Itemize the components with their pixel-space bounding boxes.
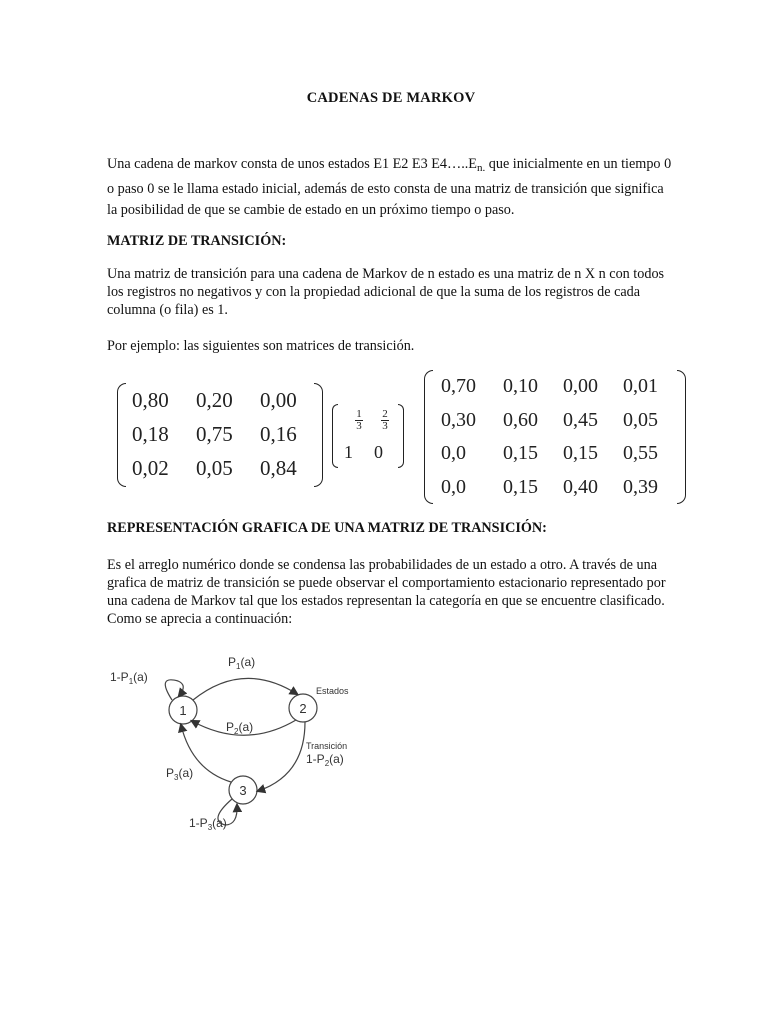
intro-text-a: Una cadena de markov consta de unos estados E1 E2 E3 E4…..E bbox=[107, 156, 477, 172]
label-p1: $P_1(a)$ bbox=[228, 655, 256, 671]
matrix-cell: 0,20 bbox=[196, 387, 233, 412]
matrix-3x3 bbox=[117, 383, 323, 487]
section-heading-representacion: REPRESENTACIÓN GRAFICA DE UNA MATRIZ DE TRANSICIÓN: bbox=[107, 520, 547, 536]
matrix-right-bracket bbox=[398, 404, 404, 468]
matrix-cell: 0,70 bbox=[441, 375, 476, 398]
matrix-cell: 0,16 bbox=[260, 421, 297, 446]
label-loop1: $1-P_1(a)$ bbox=[110, 670, 148, 686]
matrix-cell: 1 bbox=[344, 441, 353, 462]
intro-subscript: n. bbox=[476, 162, 486, 174]
matrix-cell: 0,05 bbox=[196, 455, 233, 480]
matrix-cell: 0,45 bbox=[563, 408, 598, 431]
matrix-cell: 0,15 bbox=[563, 442, 598, 465]
label-p3: $P_3(a)$ bbox=[166, 766, 194, 782]
label-transicion: Transición bbox=[306, 741, 348, 751]
matrix-cell: 0,01 bbox=[623, 375, 658, 398]
markov-state-diagram bbox=[100, 645, 380, 845]
matrix-cell: 0,60 bbox=[503, 408, 538, 431]
representacion-paragraph: Es el arreglo numérico donde se condensa las probabilidades de un estado a otro. A través de una grafica de matriz de transición se puede observar el comportamiento estacionario representado por una cadena de Markov tal que los estados representan la categoría en que se encuentre clasificado. Como se aprecia a continuación: bbox=[107, 557, 666, 627]
matrix-right-bracket bbox=[677, 370, 686, 504]
label-loop3: $1-P_3(a)$ bbox=[189, 816, 227, 832]
fraction-cell bbox=[374, 409, 396, 432]
intro-text-b: que inicialmente en un tiempo 0 o paso 0 se le llama estado inicial, además de esto consta de una matriz de transición que significa la posibilidad de que se cambie de estado en un próximo tiempo o paso. bbox=[107, 156, 672, 218]
matrix-cell: 0,02 bbox=[132, 455, 169, 480]
matrix-4x4 bbox=[424, 370, 686, 504]
example-line: Por ejemplo: las siguientes son matrices de transición. bbox=[107, 338, 415, 354]
matrix-cell: 0,18 bbox=[132, 421, 169, 446]
matrix-cell: 0,55 bbox=[623, 442, 658, 465]
matrix-cell: 0,80 bbox=[132, 387, 169, 412]
fraction-cell bbox=[344, 409, 374, 432]
matrix-cell: 0,75 bbox=[196, 421, 233, 446]
matrix-cell: 0,30 bbox=[441, 408, 476, 431]
label-estados: Estados bbox=[316, 686, 349, 696]
node-3-label: 3 bbox=[239, 783, 247, 798]
node-1-label: 1 bbox=[179, 703, 187, 718]
matrix-cell: 0,84 bbox=[260, 455, 297, 480]
matrix-cell: 0,00 bbox=[260, 387, 297, 412]
matrix-2x2 bbox=[332, 404, 404, 468]
matrix-grid bbox=[126, 383, 314, 487]
matrix-cell: 0,0 bbox=[441, 475, 466, 498]
edge-1-to-2 bbox=[193, 678, 297, 700]
matrix-cell: 0,10 bbox=[503, 375, 538, 398]
diagram-svg bbox=[100, 645, 380, 845]
section-heading-matriz: MATRIZ DE TRANSICIÓN: bbox=[107, 233, 287, 249]
matrix-cell: 0,40 bbox=[563, 475, 598, 498]
node-2-label: 2 bbox=[299, 701, 307, 716]
page-title: CADENAS DE MARKOV bbox=[306, 90, 476, 106]
intro-paragraph bbox=[107, 154, 677, 221]
fraction-numerator: 1 bbox=[356, 407, 362, 420]
matrix-cell: 0,0 bbox=[441, 442, 466, 465]
matrix-right-bracket bbox=[314, 383, 323, 487]
matrix-left-bracket bbox=[424, 370, 433, 504]
matrix-left-bracket bbox=[117, 383, 126, 487]
fraction-denominator: 3 bbox=[382, 419, 388, 432]
matrix-cell: 0,00 bbox=[563, 375, 598, 398]
matrix-cell: 0,15 bbox=[503, 442, 538, 465]
matrix-grid bbox=[338, 404, 398, 468]
matrix-cell: 0,05 bbox=[623, 408, 658, 431]
matrix-cell: 0,39 bbox=[623, 475, 658, 498]
matrix-grid bbox=[433, 370, 677, 504]
fraction-denominator: 3 bbox=[356, 419, 362, 432]
label-p2: $P_2(a)$ bbox=[226, 720, 254, 736]
matrix-cell: 0 bbox=[374, 441, 383, 462]
matriz-definition: Una matriz de transición para una cadena de Markov de n estado es una matriz de n X n con todos los registros no negativos y con la propiedad adicional de que la suma de los registros de cada columna (o fila) es 1. bbox=[107, 266, 665, 318]
fraction-numerator: 2 bbox=[382, 407, 388, 420]
label-edge23: $1-P_2(a)$ bbox=[306, 752, 344, 768]
matrix-cell: 0,15 bbox=[503, 475, 538, 498]
